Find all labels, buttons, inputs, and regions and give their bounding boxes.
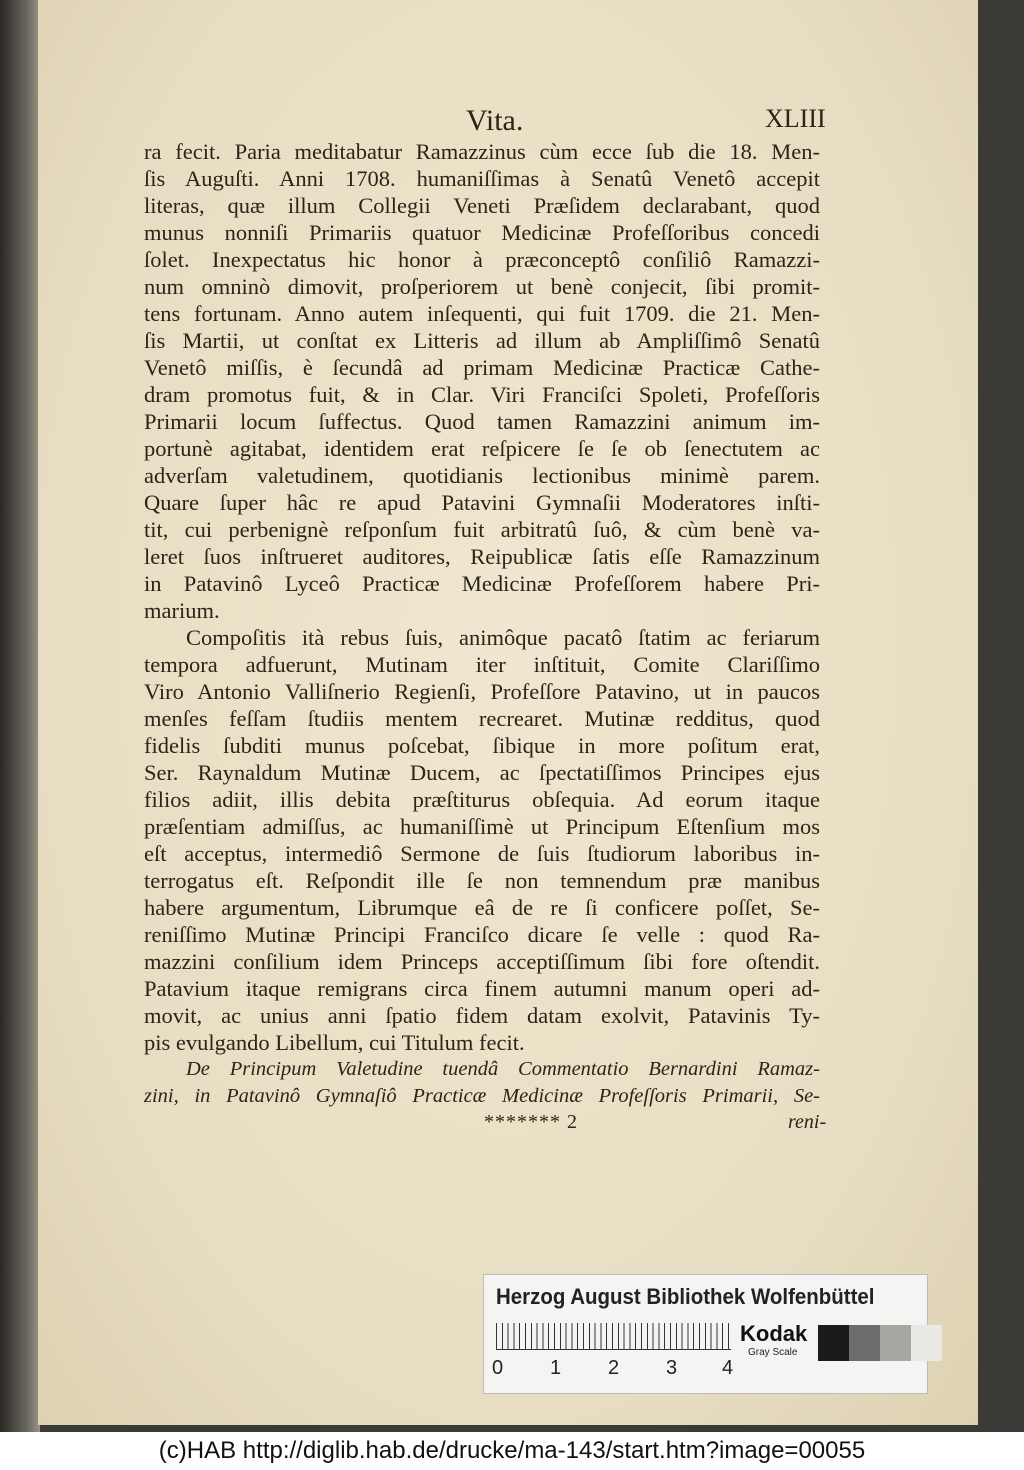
text-line: in Patavinô Lyceô Practicæ Medicinæ Profeſſorem habere Pri-	[144, 571, 820, 596]
text-line: leret ſuos inſtrueret auditores, Reipublicæ ſatis eſſe Ramazzinum	[144, 544, 820, 569]
page-number: XLIII	[765, 104, 826, 133]
text-line: Quare ſuper hâc re apud Patavini Gymnaſii Moderatores inſti-	[144, 490, 820, 515]
text-line: mazzini conſilium idem Princeps acceptiſſimum ſibi fore oſtendit.	[144, 949, 820, 974]
signature-mark: ******* 2	[484, 1111, 578, 1133]
text-line: eſt acceptus, intermediô Sermone de ſuis ſtudiorum laboribus in-	[144, 841, 820, 866]
card-title: Herzog August Bibliothek Wolfenbüttel	[496, 1284, 875, 1309]
running-head-title: Vita.	[466, 104, 524, 137]
text-line: marium.	[144, 598, 220, 623]
book-spine-edge	[0, 0, 40, 1432]
text-line: pis evulgando Libellum, cui Titulum fecit.	[144, 1030, 525, 1055]
text-line: fidelis ſubditi munus poſcebat, ſibique in more poſitum erat,	[144, 733, 820, 758]
gray-swatch	[818, 1325, 849, 1361]
ruler-number: 1	[550, 1357, 562, 1379]
text-line: præſentiam admiſſus, ac humaniſſimè ut Principum Eſtenſium mos	[144, 814, 820, 839]
text-line: filios adiit, illis debita præſtiturus obſequia. Ad eorum itaque	[144, 787, 820, 812]
image-caption: (c)HAB http://diglib.hab.de/drucke/ma-143/start.htm?image=00055	[0, 1432, 1024, 1470]
text-line: movit, ac unius anni ſpatio fidem datam exolvit, Patavinis Ty-	[144, 1003, 820, 1028]
text-line: zini, in Patavinô Gymnaſiô Practicæ Medicinæ Profeſſoris Primarii, Se-	[144, 1085, 820, 1107]
ruler-number: 0	[492, 1357, 504, 1379]
text-line: Venetô miſſis, è ſecundâ ad primam Medicinæ Practicæ Cathe-	[144, 355, 820, 380]
color-calibration-card	[483, 1274, 928, 1394]
text-line: De Principum Valetudine tuendâ Commentatio Bernardini Ramaz-	[186, 1058, 820, 1080]
text-line: Viro Antonio Valliſnerio Regienſi, Profeſſore Patavino, ut in paucos	[144, 679, 820, 704]
text-line: Ser. Raynaldum Mutinæ Ducem, ac ſpectatiſſimos Principes ejus	[144, 760, 820, 785]
catchword: reni-	[788, 1111, 827, 1133]
text-line: menſes feſſam ſtudiis mentem recrearet. Mutinæ redditus, quod	[144, 706, 820, 731]
ruler-number: 3	[666, 1357, 678, 1379]
body-text	[144, 138, 820, 1110]
text-line: adverſam valetudinem, quotidianis lectionibus minimè parem.	[144, 463, 820, 488]
text-line: munus nonniſi Primariis quatuor Medicinæ Profeſſoribus concedi	[144, 220, 820, 245]
text-line: habere argumentum, Librumque eâ de re ſi conficere poſſet, Se-	[144, 895, 820, 920]
gray-swatch	[849, 1325, 880, 1361]
text-line: ra fecit. Paria meditabatur Ramazzinus cùm ecce ſub die 18. Men-	[144, 139, 820, 164]
gray-swatch	[880, 1325, 911, 1361]
book-page	[38, 0, 978, 1425]
text-line: tens fortunam. Anno autem inſequenti, qui fuit 1709. die 21. Men-	[144, 301, 820, 326]
text-line: Primarii locum ſuffectus. Quod tamen Ramazzini animum im-	[144, 409, 820, 434]
text-line: dram promotus fuit, & in Clar. Viri Franciſci Spoleti, Profeſſoris	[144, 382, 820, 407]
text-line: Patavium itaque remigrans circa finem autumni manum operi ad-	[144, 976, 820, 1001]
text-line: tit, cui perbenignè reſponſum fuit arbitratû ſuô, & cùm benè va-	[144, 517, 820, 542]
text-line: ſis Auguſti. Anni 1708. humaniſſimas à Senatû Venetô accepit	[144, 166, 820, 191]
text-line: portunè agitabat, identidem erat reſpicere ſe ſe ob ſenectutem ac	[144, 436, 820, 461]
text-line: ſolet. Inexpectatus hic honor à præconceptô conſiliô Ramazzi-	[144, 247, 820, 272]
text-line: reniſſimo Mutinæ Principi Franciſco dicare ſe velle : quod Ra-	[144, 922, 820, 947]
ruler-scale	[496, 1323, 731, 1350]
text-line: tempora adfuerunt, Mutinam iter inſtituit, Comite Clariſſimo	[144, 652, 820, 677]
ruler-number: 4	[722, 1357, 734, 1379]
text-line: literas, quæ illum Collegii Veneti Præſidem declarabant, quod	[144, 193, 820, 218]
kodak-logo: Kodak	[740, 1321, 808, 1346]
gray-swatch	[911, 1325, 942, 1361]
text-line: Compoſitis ità rebus ſuis, animôque pacatô ſtatim ac feriarum	[186, 625, 820, 650]
ruler-number: 2	[608, 1357, 620, 1379]
text-line: terrogatus eſt. Reſpondit ille ſe non temnendum præ manibus	[144, 868, 820, 893]
gray-scale-label: Gray Scale	[748, 1347, 798, 1358]
text-line: num omninò dimovit, proſperiorem ut benè conjecit, ſibi promit-	[144, 274, 820, 299]
text-line: ſis Martii, ut conſtat ex Litteris ad illum ab Ampliſſimô Senatû	[144, 328, 820, 353]
